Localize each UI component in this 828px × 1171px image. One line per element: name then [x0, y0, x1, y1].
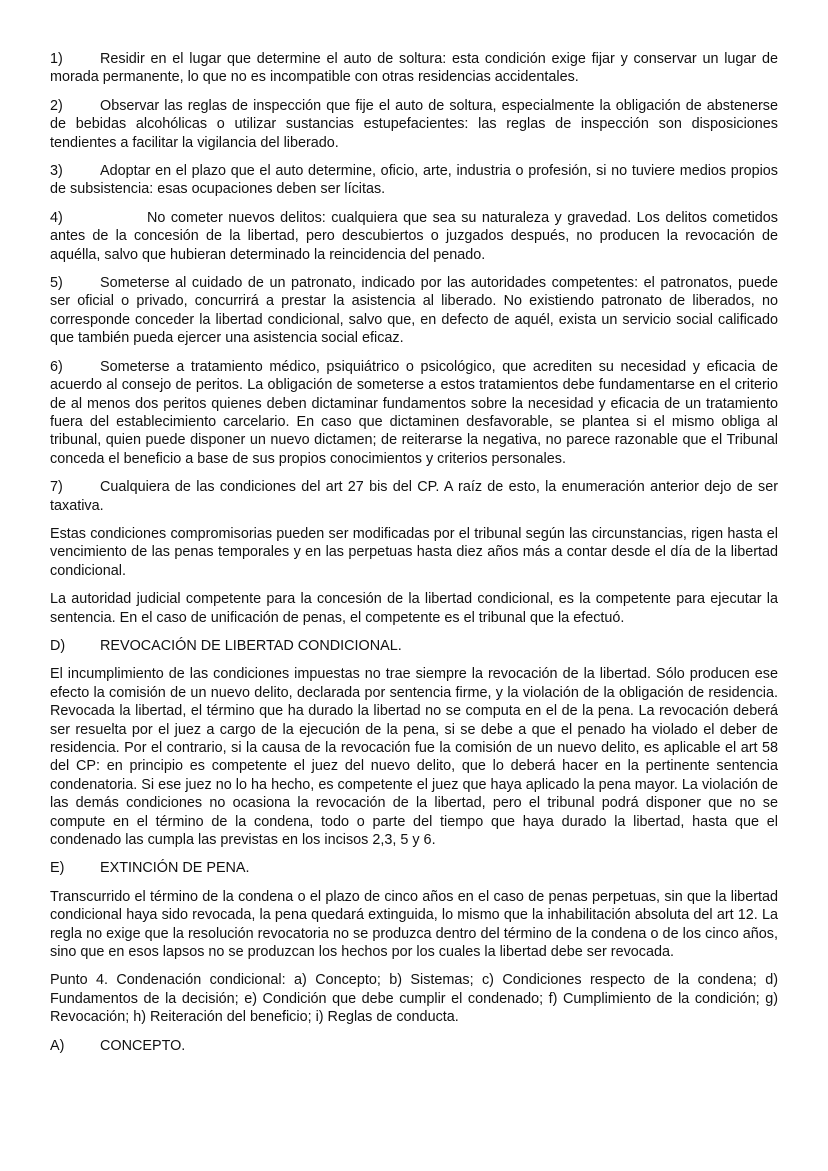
- item-text: Someterse a tratamiento médico, psiquiátrico o psicológico, que acrediten su necesidad y eficacia de acuerdo al consejo de peritos. La obligación de someterse a estos tratamientos debe fundamentarse en el criterio de al menos dos peritos quienes deben dictaminar fundamentos sobre la necesidad y eficacia de un tratamiento fuera del establecimiento carcelario. En caso que dictaminen desfavorable, se plantea si el mismo obliga al tribunal, quien puede disponer un nuevo dictamen; de reiterarse la negativa, no parece razonable que el Tribunal conceda el beneficio a base de sus propios conocimientos y criterios personales.: [50, 358, 778, 467]
- list-item-4: [50, 209, 778, 264]
- section-letter: A): [50, 1037, 65, 1054]
- section-title: REVOCACIÓN DE LIBERTAD CONDICIONAL.: [100, 637, 402, 654]
- list-item-1: [50, 50, 778, 87]
- paragraph-revocacion: El incumplimiento de las condiciones impuestas no trae siempre la revocación de la libertad. Sólo producen ese efecto la comisión de un nuevo delito, declarada por sentencia firme, y la violación de la obligación de residencia. Revocada la libertad, el término que ha durado la libertad no se computa en el de la pena. La revocación deberá ser resuelta por el juez a cargo de la ejecución de la pena, si se debe a que el penado ha violado el deber de residencia. Por el contrario, si la causa de la revocación fue la comisión de un nuevo delito, es aplicable el art 58 del CP: en principio es competente el juez del nuevo delito, que lo deberá hacer en la pertinente sentencia condenatoria. Si ese juez no lo ha hecho, es competente el juez que haya aplicado la pena mayor. La violación de las demás condiciones no ocasiona la revocación de la libertad, pero el tribunal podrá disponer que no se compute en el término de la condena, todo o parte del tiempo que haya durado la libertad, hasta que el condenado las cumpla las previstas en los incisos 2,3, 5 y 6.: [50, 666, 778, 849]
- list-item-2: [50, 97, 778, 152]
- item-text: Observar las reglas de inspección que fije el auto de soltura, especialmente la obligación de abstenerse de bebidas alcohólicas o utilizar sustancias estupefacientes: las reglas de inspección son disposiciones tendientes a facilitar la vigilancia del liberado.: [50, 97, 778, 151]
- list-item-3: [50, 162, 778, 199]
- item-number: 6): [50, 358, 63, 375]
- section-heading-d: [50, 637, 778, 655]
- item-text: Cualquiera de las condiciones del art 27 bis del CP. A raíz de esto, la enumeración anterior dejo de ser taxativa.: [50, 479, 778, 514]
- section-heading-e: [50, 859, 778, 877]
- list-item-6: [50, 358, 778, 468]
- section-title: CONCEPTO.: [100, 1037, 186, 1054]
- paragraph-modificables: Estas condiciones compromisorias pueden ser modificadas por el tribunal según las circunstancias, rigen hasta el vencimiento de las penas temporales y en las perpetuas hasta diez años más a contar desde el día de la libertad condicional.: [50, 525, 778, 579]
- item-number: 7): [50, 479, 63, 496]
- item-text: Adoptar en el plazo que el auto determine, oficio, arte, industria o profesión, si no tuviere medios propios de subsistencia: esas ocupaciones deben ser lícitas.: [50, 163, 778, 198]
- section-title: EXTINCIÓN DE PENA.: [100, 860, 250, 877]
- paragraph-autoridad: La autoridad judicial competente para la concesión de la libertad condicional, es la competente para ejecutar la sentencia. En el caso de unificación de penas, el competente es el tribunal que la efectuó.: [50, 591, 778, 626]
- item-number: 2): [50, 97, 63, 114]
- paragraph-punto4: Punto 4. Condenación condicional: a) Concepto; b) Sistemas; c) Condiciones respecto de la condena; d) Fundamentos de la decisión; e) Condición que debe cumplir el condenado; f) Cumplimiento de la condición; g) Revocación; h) Reiteración del beneficio; i) Reglas de conducta.: [50, 972, 778, 1026]
- item-text: Residir en el lugar que determine el auto de soltura: esta condición exige fijar y conservar un lugar de morada permanente, lo que no es incompatible con otras residencias accidentales.: [50, 51, 778, 86]
- item-number: 3): [50, 163, 63, 180]
- item-text: Someterse al cuidado de un patronato, indicado por las autoridades competentes: el patronatos, puede ser oficial o privado, concurrirá a prestar la asistencia al liberado. No existiendo patronato de liberados, no corresponde conceder la libertad condicional, salvo que, en defecto de aquél, exista un servicio social calificado que también pueda ejercer una asistencia social eficaz.: [50, 275, 778, 347]
- item-number: 1): [50, 51, 63, 67]
- list-item-7: [50, 478, 778, 515]
- list-item-5: [50, 274, 778, 348]
- section-heading-a: [50, 1037, 778, 1055]
- item-text: No cometer nuevos delitos: cualquiera que sea su naturaleza y gravedad. Los delitos cometidos antes de la concesión de la libertad, pero descubiertos o juzgados después, no producen la revocación de aquélla, salvo que hubieran determinado la reincidencia del penado.: [50, 209, 778, 263]
- section-letter: D): [50, 637, 66, 654]
- section-letter: E): [50, 860, 65, 877]
- item-number: 5): [50, 275, 63, 292]
- item-number: 4): [50, 209, 63, 226]
- paragraph-extincion: Transcurrido el término de la condena o el plazo de cinco años en el caso de penas perpetuas, sin que la libertad condicional haya sido revocada, la pena quedará extinguida, lo mismo que la inhabilitación absoluta del art 12. La regla no exige que la resolución revocatoria no se produzca dentro del término de la condena o de los cinco años, sino que en esos lapsos no se produzcan los hechos por los cuales la libertad debe ser revocada.: [50, 888, 778, 961]
